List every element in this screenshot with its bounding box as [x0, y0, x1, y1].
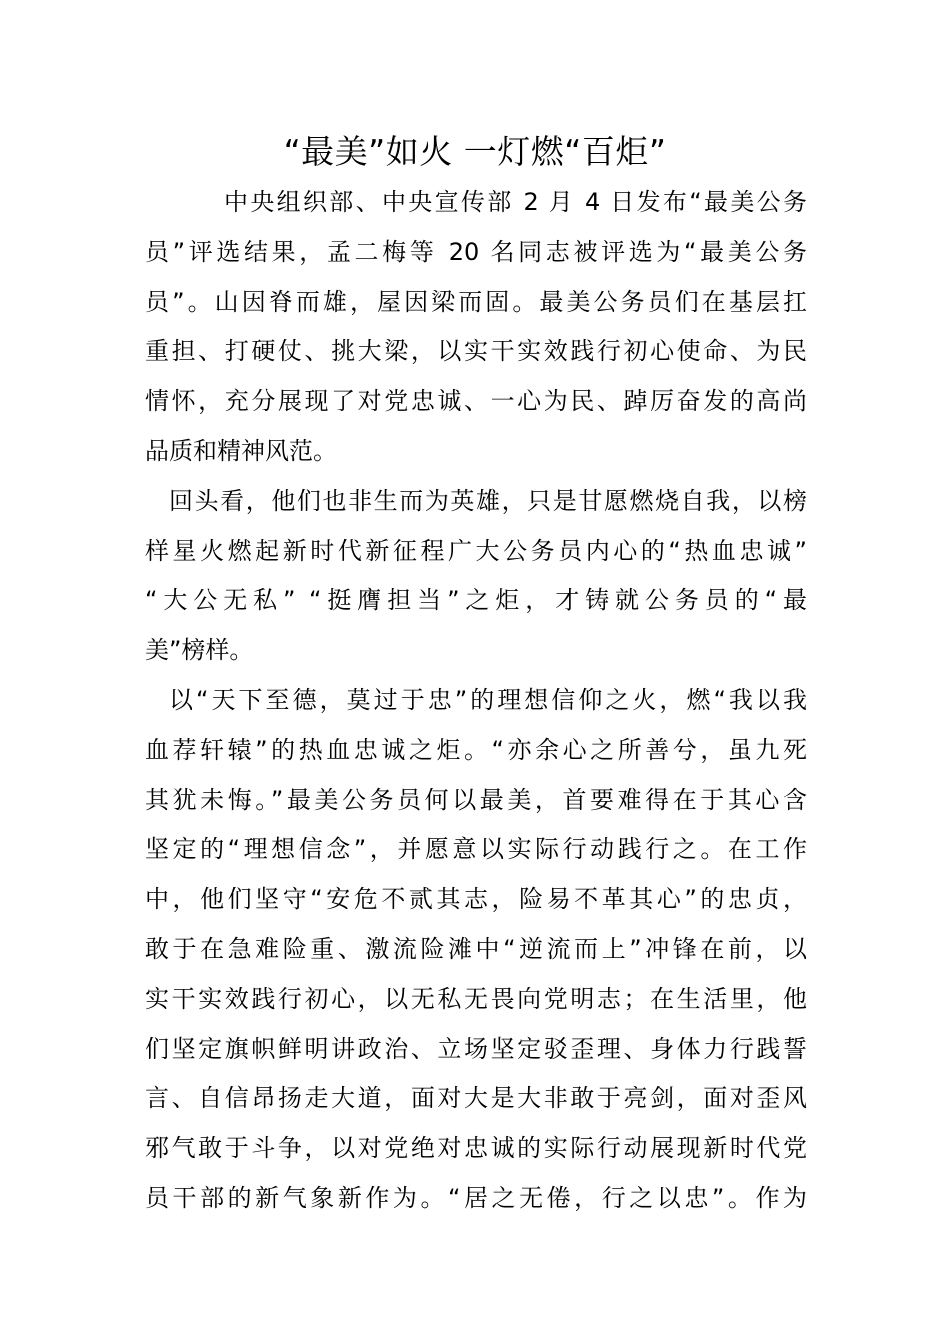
paragraph-3-line-4: 坚定的“理想信念”，并愿意以实际行动践行之。在工作 [145, 835, 807, 864]
paragraph-3-line-2: 血荐轩辕”的热血忠诚之炬。“亦余心之所善兮，虽九死 [145, 735, 807, 764]
paragraph-3-line-11: 员干部的新气象新作为。“居之无倦，行之以忠”。作为 [145, 1183, 807, 1212]
paragraph-3-line-10: 邪气敢于斗争，以对党绝对忠诚的实际行动展现新时代党 [145, 1134, 807, 1163]
document-title: “最美”如火 一灯燃“百炬” [283, 132, 667, 171]
paragraph-3-line-9: 言、自信昂扬走大道，面对大是大非敢于亮剑，面对歪风 [145, 1084, 807, 1113]
paragraph-1-line-1: 中央组织部、中央宣传部 2 月 4 日发布“最美公务 [224, 188, 807, 216]
document-body [145, 178, 807, 1224]
paragraph-3-line-8: 们坚定旗帜鲜明讲政治、立场坚定驳歪理、身体力行践誓 [145, 1034, 807, 1063]
paragraph-2-line-2: 样星火燃起新时代新征程广大公务员内心的“热血忠诚” [145, 536, 807, 565]
paragraph-3-line-5: 中，他们坚守“安危不贰其志，险易不革其心”的忠贞， [145, 885, 807, 914]
paragraph-1-line-4: 重担、打硬仗、挑大梁，以实干实效践行初心使命、为民 [145, 337, 807, 366]
paragraph-1-line-2: 员”评选结果，孟二梅等 20 名同志被评选为“最美公务 [145, 237, 807, 266]
paragraph-1-line-5: 情怀，充分展现了对党忠诚、一心为民、踔厉奋发的高尚 [145, 387, 807, 416]
paragraph-2-line-4: 美”榜样。 [145, 636, 254, 665]
paragraph-3-line-7: 实干实效践行初心，以无私无畏向党明志；在生活里，他 [145, 984, 807, 1013]
paragraph-2-line-3: “大公无私” “挺膺担当”之炬，才铸就公务员的“最 [145, 586, 807, 615]
paragraph-1-line-3: 员”。山因脊而雄，屋因梁而固。最美公务员们在基层扛 [145, 287, 807, 316]
paragraph-3-line-1: 以“天下至德，莫过于忠”的理想信仰之火，燃“我以我 [169, 685, 807, 714]
paragraph-3-line-6: 敢于在急难险重、激流险滩中“逆流而上”冲锋在前，以 [145, 934, 807, 963]
paragraph-1-line-6: 品质和精神风范。 [145, 436, 337, 465]
paragraph-2-line-1: 回头看，他们也非生而为英雄，只是甘愿燃烧自我，以榜 [169, 486, 807, 515]
paragraph-3-line-3: 其犹未悔。”最美公务员何以最美，首要难得在于其心含 [145, 785, 807, 814]
